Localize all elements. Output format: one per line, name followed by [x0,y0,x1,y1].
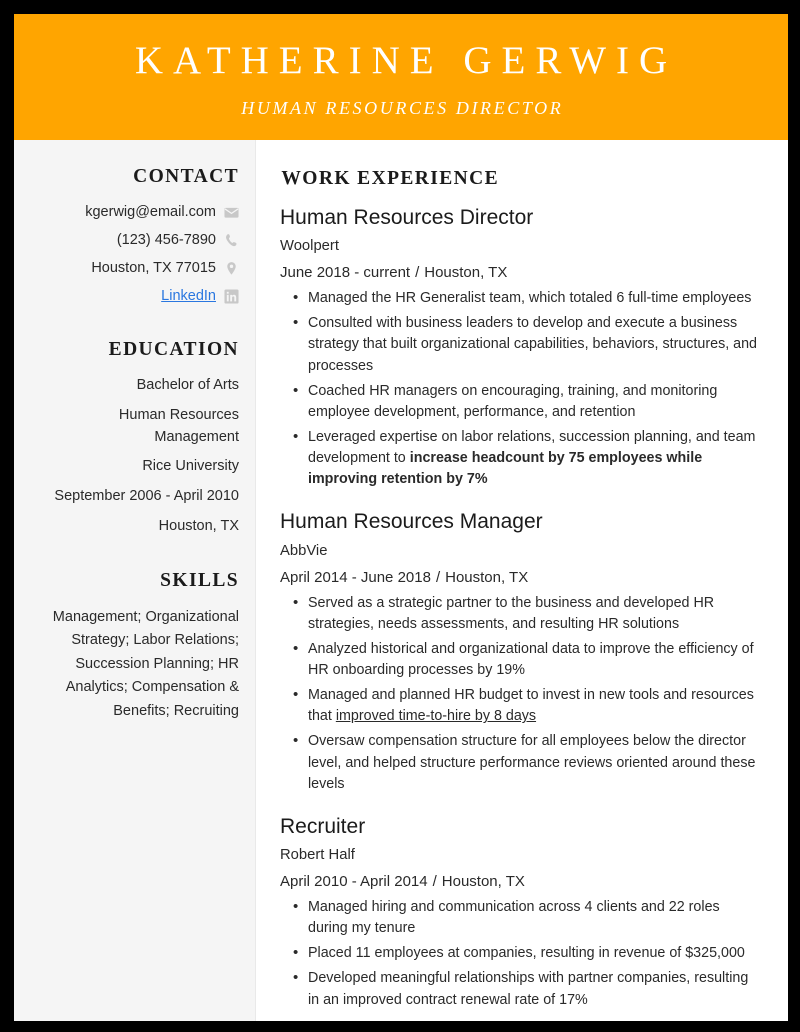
job-entry [280,813,760,1011]
sidebar [14,140,256,1021]
bullet-text: Developed meaningful relationships with partner companies, resulting in an improved contract renewal rate of 17% [308,970,749,1008]
contact-row[interactable] [24,286,239,307]
contact-value: (123) 456-7890 [116,232,216,249]
page-title: KATHERINE GERWIG [134,38,678,82]
job-location: Houston, TX [441,872,525,890]
job-meta-separator: / [435,568,441,586]
job-bullet [280,288,760,309]
bullet-text: Managed hiring and communication across 4 clients and 22 roles during my tenure [308,898,720,937]
job-meta-separator: / [415,264,420,282]
job-bullet-list [280,897,760,1011]
bullet-text: Leveraged expertise on labor relations, succession planning, and team development to [308,428,756,467]
job-bullet [280,427,760,490]
bullet-text: Consulted with business leaders to develop and execute a business strategy that built organizational capabilities, behaviors, structures, and processes [308,315,758,374]
job-bullet [280,968,760,1010]
resume-body [14,140,788,1021]
linkedin-icon[interactable] [224,289,239,304]
education-heading: EDUCATION [108,339,239,361]
bullet-text: Oversaw compensation structure for all employees below the director level, and helped structure performance reviews oriented around these levels [308,733,756,792]
main-column [256,140,788,1021]
job-meta [280,871,760,892]
job-bullet-list [280,593,760,795]
contact-value: Houston, TX 77015 [91,260,216,277]
contact-value: kgerwig@email.com [85,204,216,220]
job-bullet [280,639,760,681]
linkedin-link[interactable]: LinkedIn [161,288,216,305]
skills-text: Management; Organizational Strategy; Labor Relations; Succession Planning; HR Analytics; Compensation & Benefits; Recruiting [52,608,239,719]
education-section [24,339,239,538]
header-subtitle: HUMAN RESOURCES DIRECTOR [241,98,564,119]
education-field-line1: Human Resources [118,406,239,423]
job-meta [280,262,760,283]
job-entry [280,508,760,794]
contact-row [24,202,239,223]
contact-row [24,258,239,279]
job-dates: April 2010 - April 2014 [280,872,428,890]
job-bullet [280,943,760,964]
work-experience-heading: WORK EXPERIENCE [281,168,500,189]
job-title: Human Resources Director [280,206,534,229]
job-list [280,204,760,1011]
education-school: Rice University [142,458,239,475]
resume-page [14,14,788,1021]
contact-row [24,230,239,251]
job-location: Houston, TX [424,264,508,282]
job-meta-separator: / [432,872,437,890]
job-bullet [280,685,760,727]
job-bullet [280,313,760,376]
bullet-text: Served as a strategic partner to the business and developed HR strategies, needs assessments, and resulting HR solutions [308,594,715,632]
job-company: Robert Half [280,847,355,864]
phone-icon [224,233,239,248]
job-dates: April 2014 - June 2018 [280,568,431,586]
skills-section [24,570,239,723]
job-bullet [280,897,760,939]
bullet-text: Coached HR managers on encouraging, training, and monitoring employee development, performance, and retention [308,382,718,420]
resume-header [14,14,788,140]
job-bullet [280,593,760,635]
bullet-highlight-bold: increase headcount by 75 employees while improving retention by 7% [308,450,703,488]
job-location: Houston, TX [445,568,529,586]
bullet-highlight-underline: improved time-to-hire by 8 days [335,708,537,725]
education-field-line2: Management [154,428,239,445]
job-meta [280,567,760,588]
bullet-text: Managed the HR Generalist team, which totaled 6 full-time employees [308,290,752,307]
job-title: Human Resources Manager [280,510,543,534]
skills-heading: SKILLS [160,569,239,591]
education-dates: September 2006 - April 2010 [54,488,239,505]
contact-heading: CONTACT [133,166,239,187]
job-company: Woolpert [280,238,339,255]
bullet-text: Managed and planned HR budget to invest in new tools and resources that [308,687,754,725]
education-degree: Bachelor of Arts [136,377,239,394]
job-entry [280,204,760,490]
location-pin-icon [224,261,239,276]
job-company: AbbVie [280,542,328,559]
job-bullet-list [280,288,760,490]
job-bullet [280,731,760,794]
bullet-text: Analyzed historical and organizational data to improve the efficiency of HR onboarding processes by 19% [308,640,754,678]
envelope-icon [224,205,239,220]
bullet-text: Placed 11 employees at companies, resulting in revenue of $325,000 [308,945,745,962]
job-title: Recruiter [280,814,366,838]
job-bullet [280,381,760,423]
job-dates: June 2018 - current [280,264,411,282]
contact-section [24,166,239,307]
contact-list [24,202,239,307]
education-location: Houston, TX [158,517,239,534]
